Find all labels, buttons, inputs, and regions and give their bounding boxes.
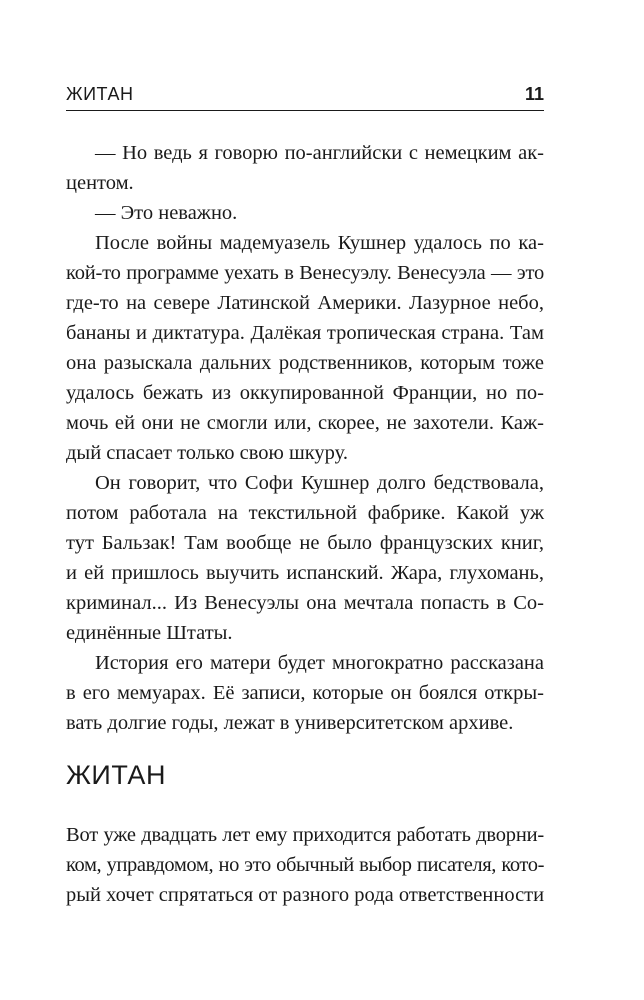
text-line: — Это неважно. [95,202,238,224]
text-line: дый спасает только свою шкуру. [66,442,348,464]
text-line: и ей пришлось выучить испанский. Жара, глухомань, [66,562,544,584]
text-line: История его матери будет многократно рассказана [95,652,544,674]
running-head-title: ЖИТАН [66,84,134,104]
text-line: центом. [66,172,134,194]
text-line: кой-то программе уехать в Венесуэлу. Венесуэла — это [66,262,544,284]
text-line: мочь ей они не смогли или, скорее, не захотели. Каж- [66,412,544,434]
text-line: она разыскала дальних родственников, которым тоже [66,352,544,374]
text-line: вать долгие годы, лежат в университетском архиве. [66,712,514,734]
text-line: потом работала на текстильной фабрике. Какой уж [66,502,544,524]
text-line: удалось бежать из оккупированной Франции, но по- [66,382,544,404]
text-line: бананы и диктатура. Далёкая тропическая страна. Там [66,322,544,344]
page-number: 11 [524,84,544,104]
chapter-title: ЖИТАН [66,760,166,790]
text-line: единённые Штаты. [66,622,233,644]
text-line: Он говорит, что Софи Кушнер долго бедствовала, [95,472,544,494]
text-line: После войны мадемуазель Кушнер удалось по ка- [95,232,544,254]
text-line: в его мемуарах. Её записи, которые он боялся откры- [66,682,544,704]
text-line: криминал... Из Венесуэлы она мечтала попасть в Со- [66,592,544,614]
text-line: Вот уже двадцать лет ему приходится работать дворни- [66,824,544,846]
text-line: где-то на севере Латинской Америки. Лазурное небо, [66,292,544,314]
text-line: ком, управдомом, но это обычный выбор писателя, кото- [66,854,544,876]
text-line: рый хочет спрятаться от разного рода ответственности [66,884,545,906]
running-header [66,80,544,111]
text-line: тут Бальзак! Там вообще не было французских книг, [66,532,544,554]
text-line: — Но ведь я говорю по-английски с немецким ак- [95,142,544,164]
